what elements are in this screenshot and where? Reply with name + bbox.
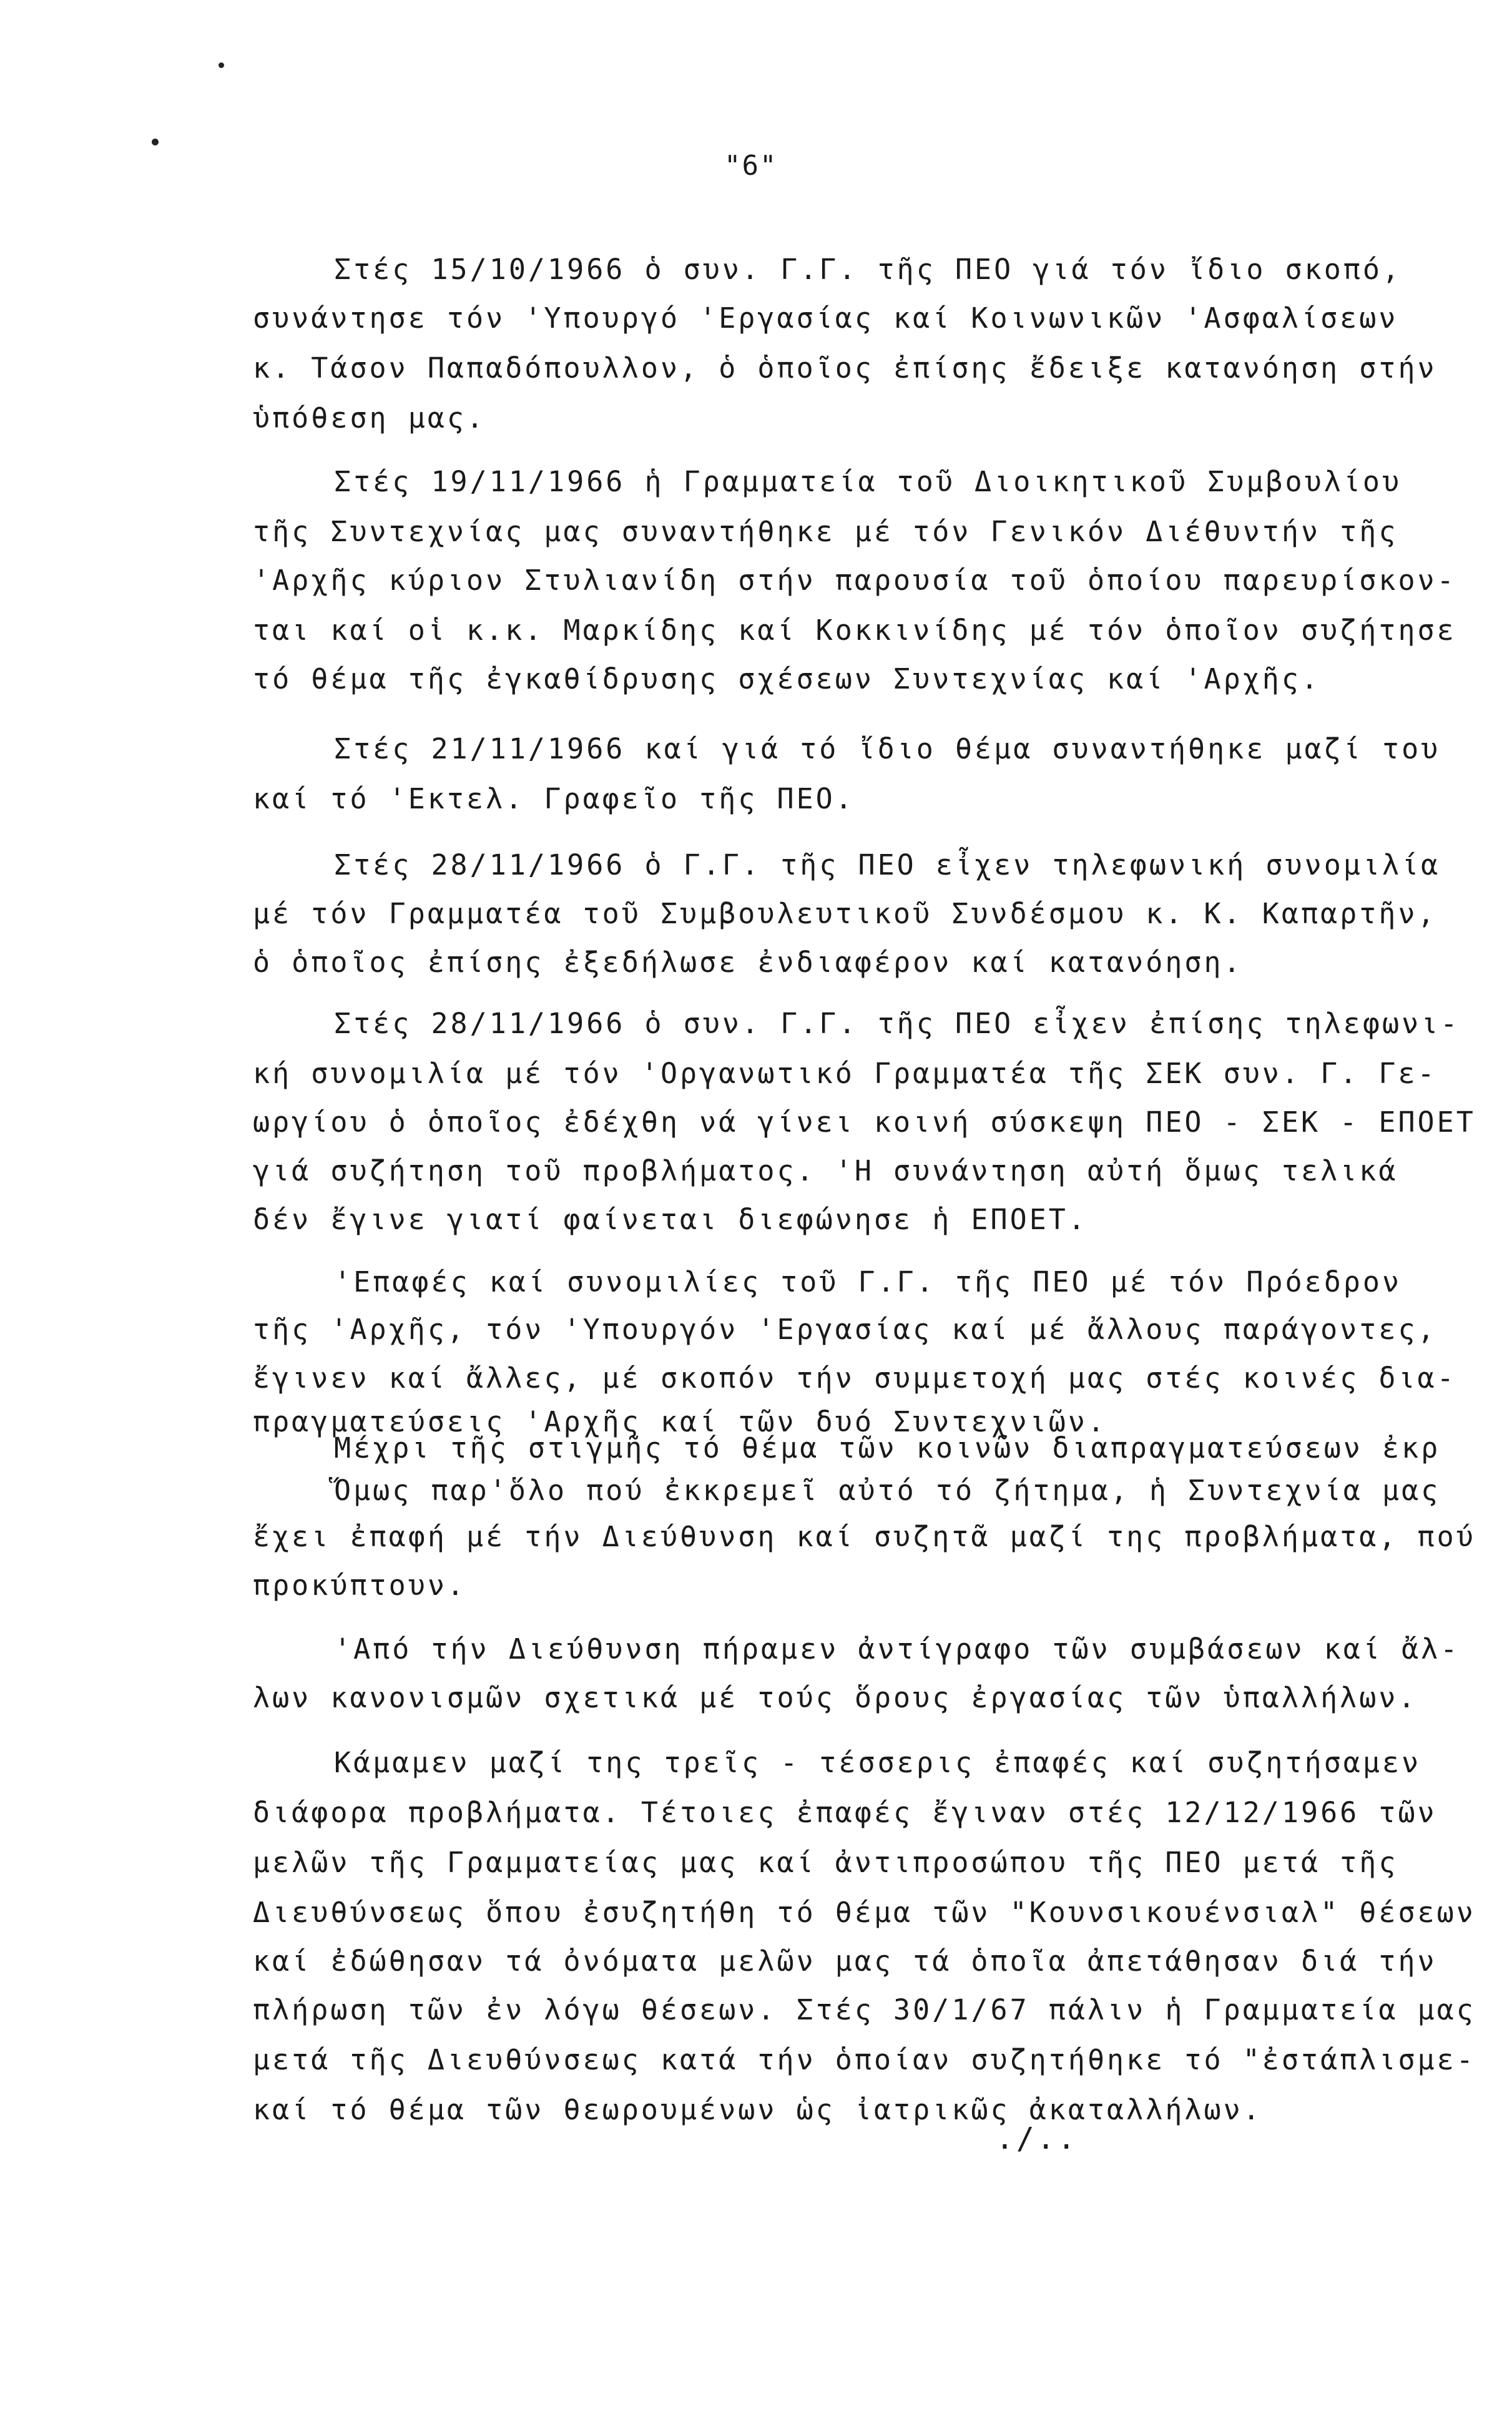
text-line: γιά συζήτηση τοῦ προβλήματος. 'Η συνάντηση αὐτή ὅμως τελικά (253, 1154, 1398, 1187)
text-line: τῆς 'Αρχῆς, τόν 'Υπουργόν 'Εργασίας καί μέ ἄλλους παράγοντες, (253, 1313, 1437, 1346)
text-line: Στές 21/11/1966 καί γιά τό ἴδιο θέμα συναντήθηκε μαζί του (334, 732, 1441, 765)
text-line: 'Από τήν Διεύθυνση πήραμεν ἀντίγραφο τῶν συμβάσεων καί ἄλ- (334, 1632, 1460, 1666)
text-line: πλήρωση τῶν ἐν λόγω θέσεων. Στές 30/1/67 πάλιν ἡ Γραμματεία μας (253, 1993, 1476, 2026)
page-number: "6" (724, 150, 778, 182)
text-line: λων κανονισμῶν σχετικά μέ τούς ὅρους ἐργασίας τῶν ὑπαλλήλων. (253, 1681, 1418, 1714)
text-line: ται καί οἱ κ.κ. Μαρκίδης καί Κοκκινίδης μέ τόν ὁποῖον συζήτησε (253, 614, 1456, 647)
text-line: μελῶν τῆς Γραμματείας μας καί ἀντιπροσώπου τῆς ΠΕΟ μετά τῆς (253, 1846, 1398, 1879)
text-line: 'Αρχῆς κύριον Στυλιανίδη στήν παρουσία τοῦ ὁποίου παρευρίσκον- (253, 564, 1456, 597)
text-line: καί τό θέμα τῶν θεωρουμένων ὡς ἰατρικῶς ἀκαταλλήλων. (253, 2093, 1262, 2126)
text-line: συνάντησε τόν 'Υπουργό 'Εργασίας καί Κοινωνικῶν 'Ασφαλίσεων (253, 302, 1398, 335)
scan-speck (152, 139, 159, 145)
text-line: μέ τόν Γραμματέα τοῦ Συμβουλευτικοῦ Συνδέσμου κ. Κ. Καπαρτῆν, (253, 897, 1437, 930)
text-line: μετά τῆς Διευθύνσεως κατά τήν ὁποίαν συζητήθηκε τό "ἐστάπλισμε- (253, 2043, 1476, 2076)
text-line: Στές 19/11/1966 ἡ Γραμματεία τοῦ Διοικητικοῦ Συμβουλίου (334, 465, 1402, 498)
text-line: καί ἐδώθησαν τά ὀνόματα μελῶν μας τά ὁποῖα ἀπετάθησαν διά τήν (253, 1945, 1437, 1978)
text-line: ὁ ὁποῖος ἐπίσης ἐξεδήλωσε ἐνδιαφέρον καί κατανόηση. (253, 946, 1243, 979)
text-line: Στές 28/11/1966 ὁ συν. Γ.Γ. τῆς ΠΕΟ εἶχεν ἐπίσης τηλεφωνι- (334, 1007, 1460, 1040)
text-line: Κάμαμεν μαζί της τρεῖς - τέσσερις ἐπαφές καί συζητήσαμεν (334, 1746, 1421, 1779)
text-line: ὑπόθεση μας. (253, 401, 486, 434)
text-line: πραγματεύσεις 'Αρχῆς καί τῶν δυό Συντεχνιῶν. (253, 1405, 1107, 1438)
text-line: κή συνομιλία μέ τόν 'Οργανωτικό Γραμματέα τῆς ΣΕΚ συν. Γ. Γε- (253, 1057, 1437, 1090)
text-line: Στές 28/11/1966 ὁ Γ.Γ. τῆς ΠΕΟ εἶχεν τηλεφωνική συνομιλία (334, 848, 1441, 881)
text-line: τό θέμα τῆς ἐγκαθίδρυσης σχέσεων Συντεχνίας καί 'Αρχῆς. (253, 662, 1321, 695)
text-line: κ. Τάσον Παπαδόπουλλον, ὁ ὁποῖος ἐπίσης ἔδειξε κατανόηση στήν (253, 351, 1437, 385)
text-line: ἔχει ἐπαφή μέ τήν Διεύθυνση καί συζητᾶ μαζί της προβλήματα, πού (253, 1520, 1476, 1553)
text-line: Ὅμως παρ'ὅλο πού ἐκκρεμεῖ αὐτό τό ζήτημα, ἡ Συντεχνία μας (334, 1474, 1441, 1507)
text-line: καί τό 'Εκτελ. Γραφεῖο τῆς ΠΕΟ. (253, 782, 855, 815)
text-line: ἔγινεν καί ἄλλες, μέ σκοπόν τήν συμμετοχή μας στές κοινές δια- (253, 1362, 1456, 1395)
text-line: δέν ἔγινε γιατί φαίνεται διεφώνησε ἡ ΕΠΟΕΤ. (253, 1203, 1087, 1236)
text-line: 'Επαφές καί συνομιλίες τοῦ Γ.Γ. τῆς ΠΕΟ μέ τόν Πρόεδρον (334, 1265, 1402, 1298)
text-line: Μέχρι τῆς στιγμῆς τό θέμα τῶν κοινῶν διαπραγματεύσεων ἐκρ (334, 1431, 1441, 1465)
text-line: προκύπτουν. (253, 1569, 467, 1602)
text-line: Στές 15/10/1966 ὁ συν. Γ.Γ. τῆς ΠΕΟ γιά τόν ἴδιο σκοπό, (334, 253, 1402, 286)
continuation-mark: ./.. (996, 2121, 1078, 2156)
scan-speck (218, 62, 224, 68)
text-line: τῆς Συντεχνίας μας συναντήθηκε μέ τόν Γενικόν Διέθυντήν τῆς (253, 515, 1398, 548)
text-line: Διευθύνσεως ὅπου ἐσυζητήθη τό θέμα τῶν "Κουνσικουένσιαλ" θέσεων (253, 1896, 1476, 1929)
text-line: ωργίου ὁ ὁποῖος ἐδέχθη νά γίνει κοινή σύσκεψη ΠΕΟ - ΣΕΚ - ΕΠΟΕΤ (253, 1106, 1476, 1139)
text-line: διάφορα προβλήματα. Τέτοιες ἐπαφές ἔγιναν στές 12/12/1966 τῶν (253, 1796, 1437, 1829)
